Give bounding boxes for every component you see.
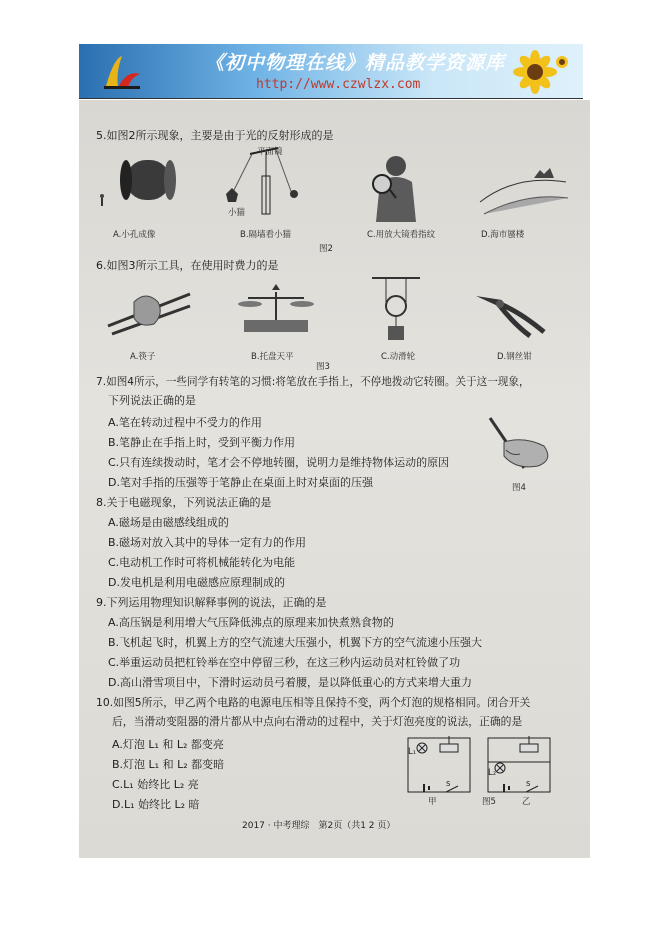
page-footer: 2017 · 中考理综 第2页（共1 2 页） — [242, 821, 396, 831]
q9-stem: 9.下列运用物理知识解释事例的说法，正确的是 — [96, 596, 327, 609]
balance-scale-illustration — [236, 284, 316, 340]
q6-stem: 6.如图3所示工具，在使用时费力的是 — [96, 259, 279, 272]
banner-title: 《初中物理在线》精品教学资源库 — [205, 52, 506, 74]
circuit-s-label-jia: s — [446, 779, 451, 789]
circuit-s-label-yi: s — [526, 779, 531, 789]
circuit-yi-label: 乙 — [522, 797, 531, 807]
logo-icon — [100, 52, 144, 92]
banner-url[interactable]: http://www.czwlzx.com — [256, 77, 421, 92]
q10-option-b: B.灯泡 L₁ 和 L₂ 都变暗 — [112, 758, 225, 771]
q6-option-b: B.托盘天平 — [251, 352, 294, 362]
chopsticks-illustration — [104, 282, 194, 342]
q10-option-a: A.灯泡 L₁ 和 L₂ 都变亮 — [112, 738, 224, 751]
q8-option-b: B.磁场对放入其中的导体一定有力的作用 — [108, 536, 307, 549]
figure-5-label: 图5 — [482, 797, 496, 807]
circuit-l1-label: L₁ — [408, 747, 417, 757]
pliers-illustration — [470, 282, 550, 338]
magnifier-person-illustration — [366, 152, 426, 222]
banner-divider — [79, 98, 583, 99]
pen-spinning-illustration — [480, 412, 560, 472]
circuit-l2-label: L₂ — [488, 768, 497, 778]
figure-4-label: 图4 — [512, 483, 526, 493]
q7-option-c: C.只有连续拨动时，笔才会不停地转圈，说明力是维持物体运动的原因 — [108, 456, 450, 469]
q6-option-a: A.筷子 — [130, 352, 156, 362]
q10-stem-line2: 后，当滑动变阻器的滑片都从中点向右滑动的过程中，关于灯泡亮度的说法，正确的是 — [112, 715, 523, 728]
figure-3-label: 图3 — [316, 362, 330, 372]
figure-2-label: 图2 — [319, 244, 333, 254]
circuit-yi-diagram — [484, 732, 556, 798]
circuit-jia-label: 甲 — [428, 797, 437, 807]
q7-stem-line1: 7.如图4所示，一些同学有转笔的习惯:将笔放在手指上，不停地拨动它转圈。关于这一现象， — [96, 376, 530, 388]
q10-stem-line1: 10.如图5所示，甲乙两个电路的电源电压相等且保持不变，两个灯泡的规格相同。闭合开关 — [96, 696, 531, 709]
q9-option-c: C.举重运动员把杠铃举在空中停留三秒，在这三秒内运动员对杠铃做了功 — [108, 656, 461, 669]
q6-option-c: C.动滑轮 — [381, 352, 416, 362]
q8-option-a: A.磁场是由磁感线组成的 — [108, 516, 229, 529]
q7-option-b: B.笔静止在手指上时，受到平衡力作用 — [108, 436, 296, 449]
q9-option-a: A.高压锅是利用增大气压降低沸点的原理来加快煮熟食物的 — [108, 616, 394, 629]
q5-option-b: B.隔墙看小猫 — [240, 230, 292, 240]
mirage-illustration — [476, 152, 572, 222]
q8-option-c: C.电动机工作时可将机械能转化为电能 — [108, 556, 296, 569]
circuit-jia-diagram — [404, 732, 476, 798]
sunflower-icon — [490, 48, 576, 96]
q5-option-d: D.海市蜃楼 — [481, 230, 525, 240]
q9-option-b: B.飞机起飞时，机翼上方的空气流速大压强小，机翼下方的空气流速小压强大 — [108, 636, 483, 649]
movable-pulley-illustration — [372, 276, 422, 346]
q10-option-c: C.L₁ 始终比 L₂ 亮 — [112, 778, 199, 791]
mirror-label: 平面镜 — [257, 147, 283, 157]
q5-stem: 5.如图2所示现象，主要是由于光的反射形成的是 — [96, 129, 334, 142]
q5-option-c: C.用放大镜看指纹 — [367, 230, 436, 240]
cat-label: 小猫 — [228, 208, 246, 218]
q7-option-a: A.笔在转动过程中不受力的作用 — [108, 416, 262, 429]
q6-option-d: D.钢丝钳 — [497, 352, 532, 362]
pinhole-camera-illustration — [96, 150, 176, 220]
q7-stem-line2: 下列说法正确的是 — [108, 394, 196, 407]
q8-option-d: D.发电机是利用电磁感应原理制成的 — [108, 576, 285, 589]
q9-option-d: D.高山滑雪项目中，下滑时运动员弓着腰，是以降低重心的方式来增大重力 — [108, 676, 472, 689]
q5-option-a: A.小孔成像 — [113, 230, 156, 240]
q10-option-d: D.L₁ 始终比 L₂ 暗 — [112, 798, 200, 811]
q7-option-d: D.笔对手指的压强等于笔静止在桌面上时对桌面的压强 — [108, 476, 373, 489]
q8-stem: 8.关于电磁现象，下列说法正确的是 — [96, 496, 272, 509]
